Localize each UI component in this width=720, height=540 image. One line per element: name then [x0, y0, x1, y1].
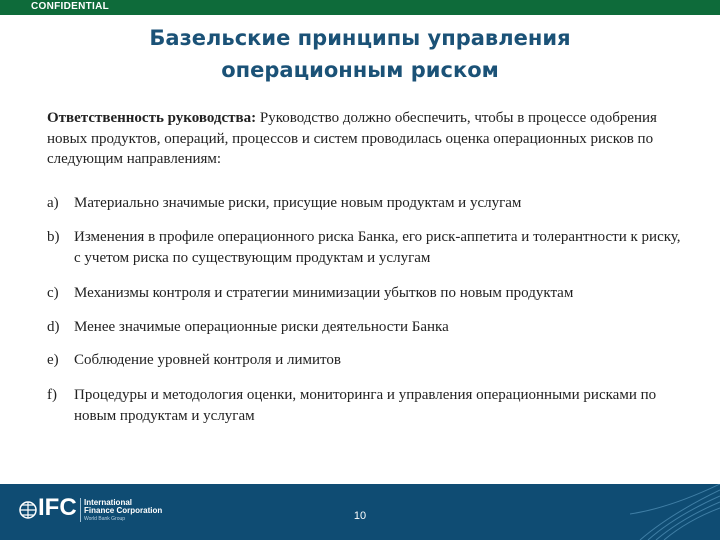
org-name-line-2: Finance Corporation — [84, 506, 163, 515]
title-line-1: Базельские принципы управления — [149, 26, 571, 50]
decorative-swoosh — [630, 484, 720, 540]
page-number: 10 — [353, 510, 367, 522]
org-subtitle: World Bank Group — [84, 516, 126, 522]
list-marker: a) — [47, 195, 59, 211]
intro-paragraph — [47, 108, 677, 170]
list-item-text: Менее значимые операционные риски деятельности Банка — [74, 319, 449, 335]
org-name-line-1: International — [84, 498, 133, 507]
list-marker: c) — [47, 285, 59, 301]
list-item-text: Процедуры и методология оценки, мониторинга и управления операционными рисками по новым продуктам и услугам — [74, 387, 657, 424]
list-item-text: Изменения в профиле операционного риска Банка, его риск-аппетита и толерантности к риску, с учетом риска по существующим продуктам и услугам — [74, 229, 681, 266]
confidential-label: CONFIDENTIAL — [31, 1, 110, 12]
globe-icon — [18, 497, 38, 523]
list-marker: e) — [47, 352, 59, 368]
list-marker: f) — [47, 387, 57, 403]
intro-bold-label: Ответственность руководства: — [47, 110, 257, 126]
list-item-text: Механизмы контроля и стратегии минимизации убытков по новым продуктам — [74, 285, 574, 301]
logo-divider — [80, 498, 81, 522]
list-marker: b) — [47, 229, 60, 245]
list-marker: d) — [47, 319, 60, 335]
intro-text: Руководство должно обеспечить, чтобы в процессе одобрения новых продуктов, операций, процессов и систем проводилась оценка операционных рисков по следующим направлениям: — [47, 110, 657, 167]
ifc-logo: IFC — [38, 494, 77, 521]
org-name — [84, 499, 162, 515]
list-item-text: Материально значимые риски, присущие новым продуктам и услугам — [74, 195, 522, 211]
slide-title — [0, 22, 720, 86]
list-item-text: Соблюдение уровней контроля и лимитов — [74, 352, 341, 368]
title-line-2: операционным риском — [221, 58, 499, 82]
